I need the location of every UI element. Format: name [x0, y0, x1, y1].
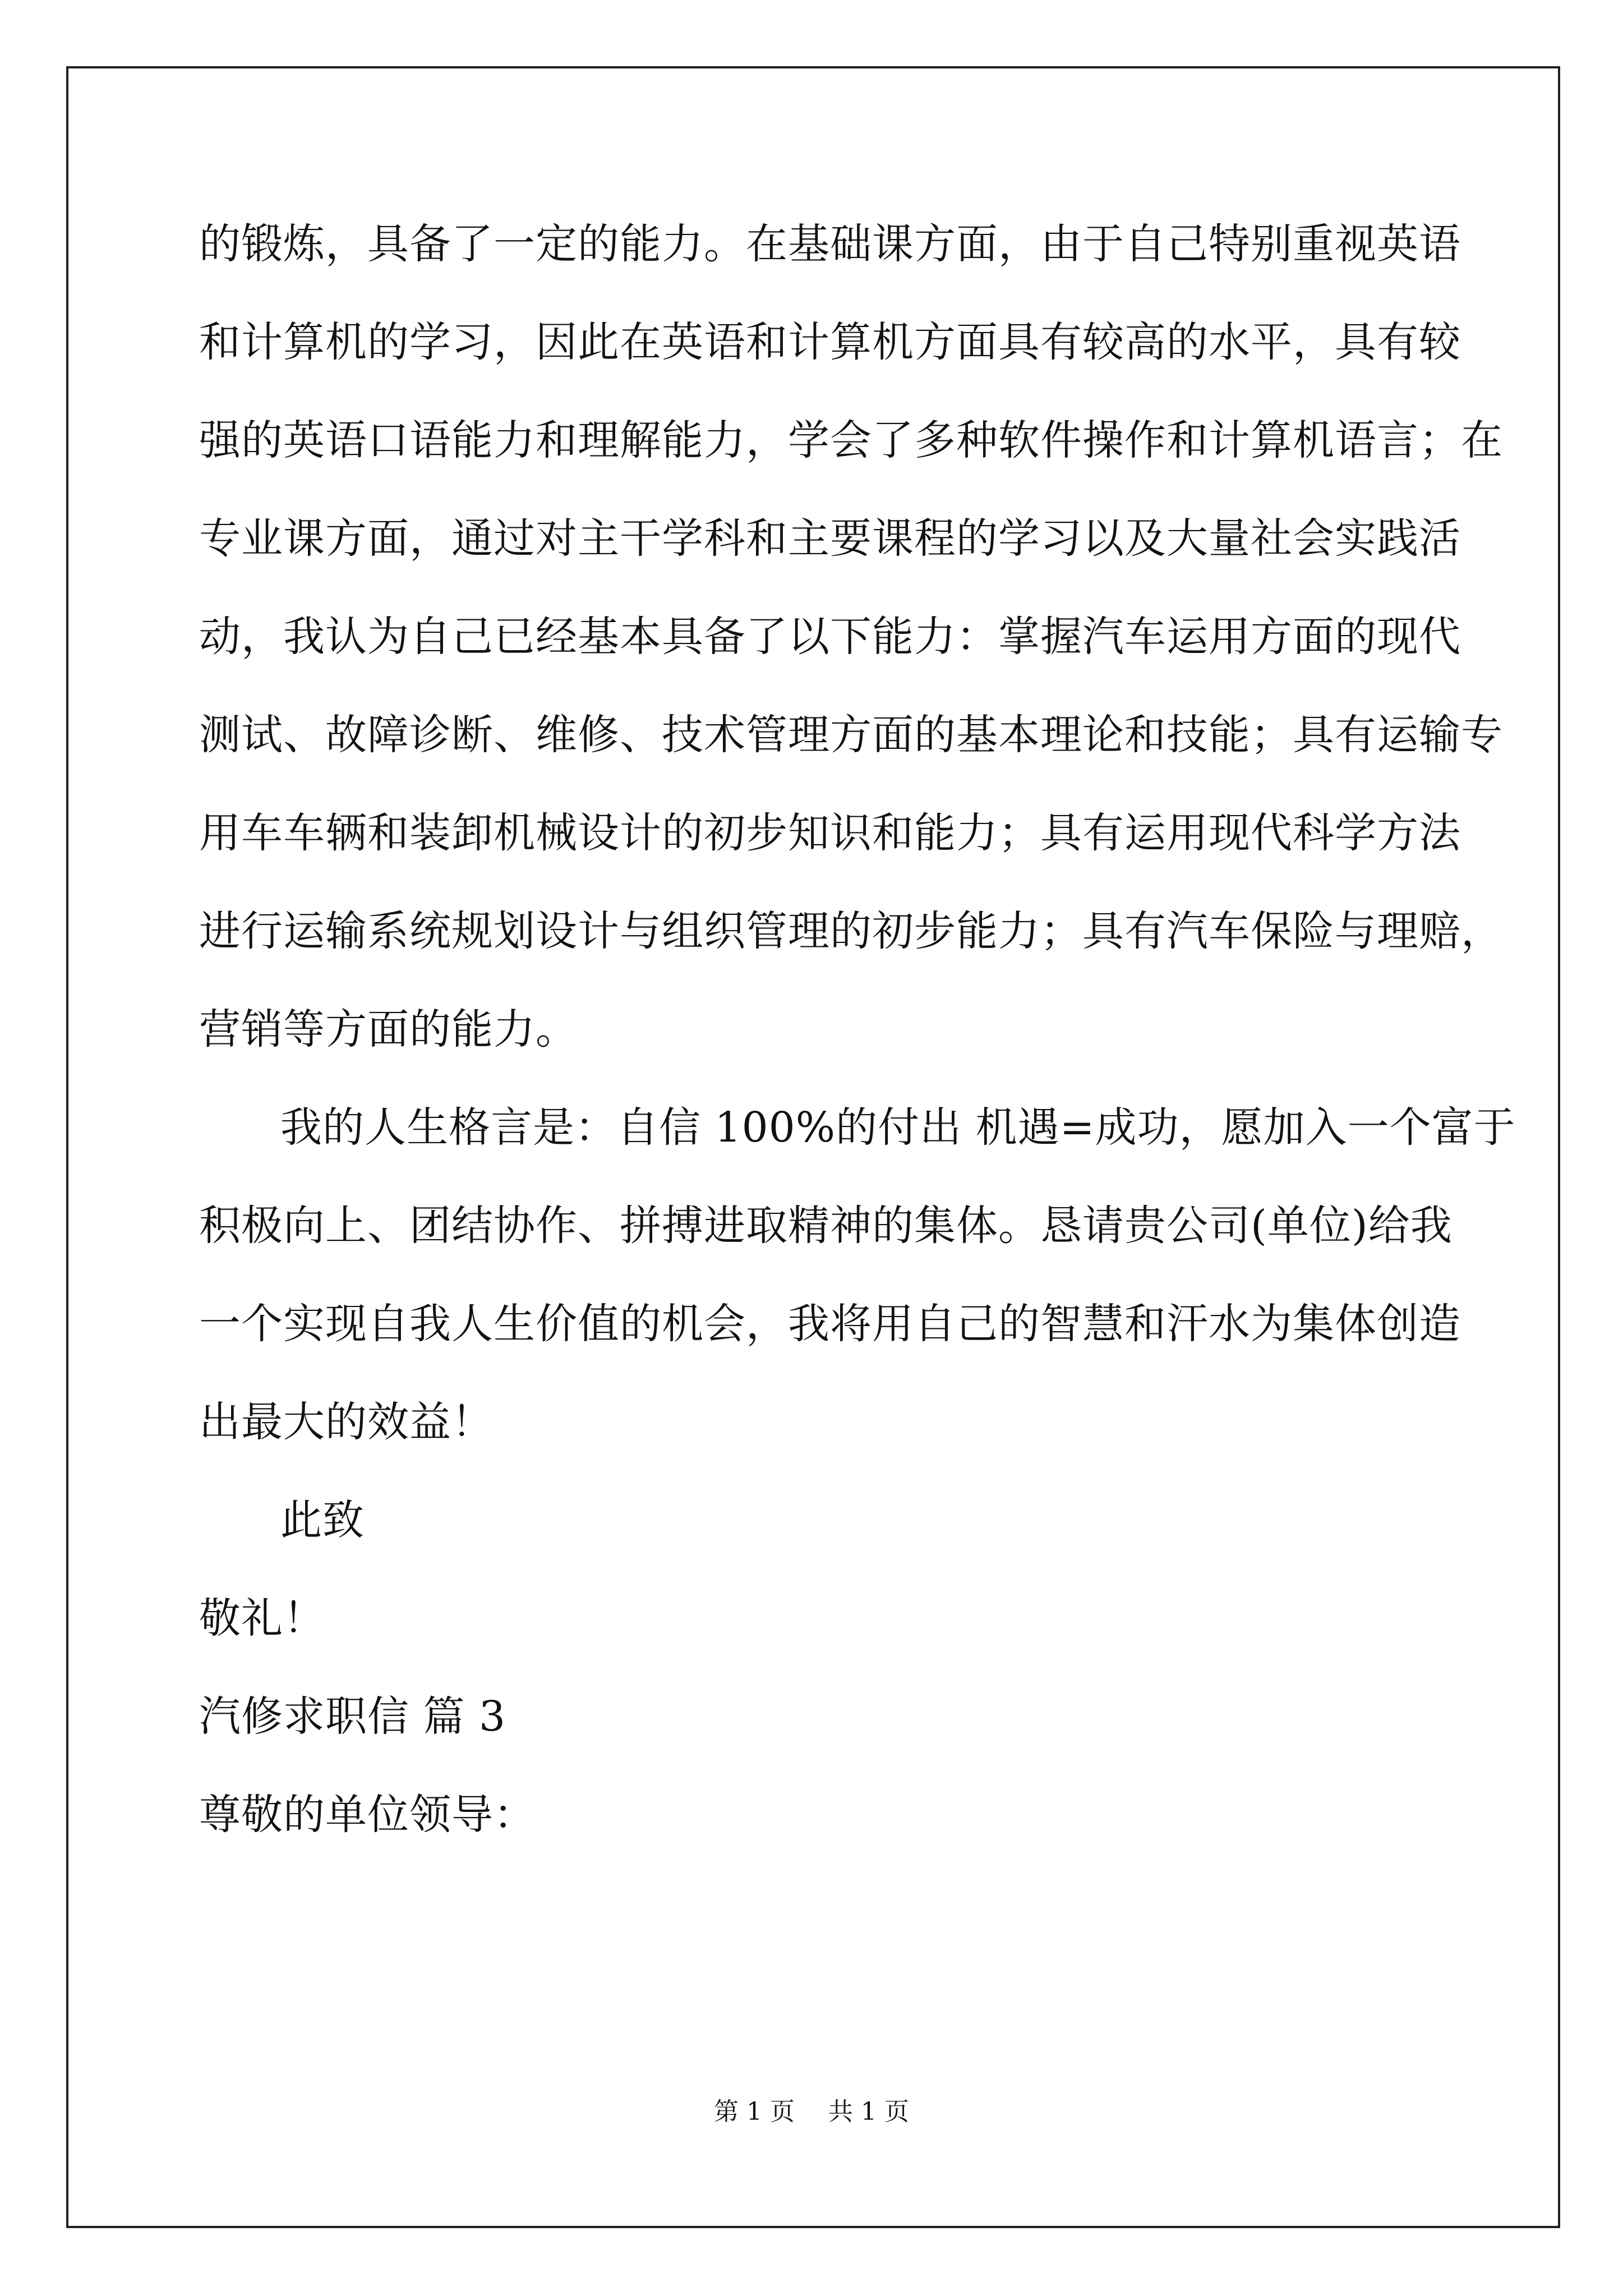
- motto-line-1: 我的人生格言是：自信 100%的付出 机遇=成功，愿加入一个富于: [280, 1103, 1516, 1152]
- body-line-4: 专业课方面，通过对主干学科和主要课程的学习以及大量社会实践活: [199, 514, 1461, 563]
- body-line-8: 进行运输系统规划设计与组织管理的初步能力；具有汽车保险与理赔，: [199, 907, 1503, 955]
- closing-regards: 敬礼！: [199, 1594, 325, 1642]
- motto-line-3: 一个实现自我人生价值的机会，我将用自己的智慧和汗水为集体创造: [199, 1300, 1461, 1348]
- page-number: 第 1 页: [714, 2097, 795, 2126]
- body-line-3: 强的英语口语能力和理解能力，学会了多种软件操作和计算机语言；在: [199, 416, 1503, 464]
- motto-line-2: 积极向上、团结协作、拼搏进取精神的集体。恳请贵公司(单位)给我: [199, 1202, 1453, 1250]
- closing-salutation: 此致: [280, 1496, 365, 1544]
- body-line-9: 营销等方面的能力。: [199, 1005, 578, 1053]
- body-line-7: 用车车辆和装卸机械设计的初步知识和能力；具有运用现代科学方法: [199, 809, 1461, 857]
- motto-line-4: 出最大的效益！: [199, 1398, 494, 1446]
- page-total: 共 1 页: [828, 2097, 909, 2126]
- body-line-2: 和计算机的学习，因此在英语和计算机方面具有较高的水平，具有较: [199, 318, 1461, 366]
- body-line-1: 的锻炼，具备了一定的能力。在基础课方面，由于自己特别重视英语: [199, 220, 1461, 268]
- body-line-6: 测试、故障诊断、维修、技术管理方面的基本理论和技能；具有运输专: [199, 711, 1503, 759]
- body-line-5: 动，我认为自己已经基本具备了以下能力：掌握汽车运用方面的现代: [199, 613, 1461, 661]
- section-heading: 汽修求职信 篇 3: [199, 1692, 506, 1741]
- greeting-line: 尊敬的单位领导：: [199, 1791, 536, 1839]
- page-footer: [0, 2095, 1623, 2129]
